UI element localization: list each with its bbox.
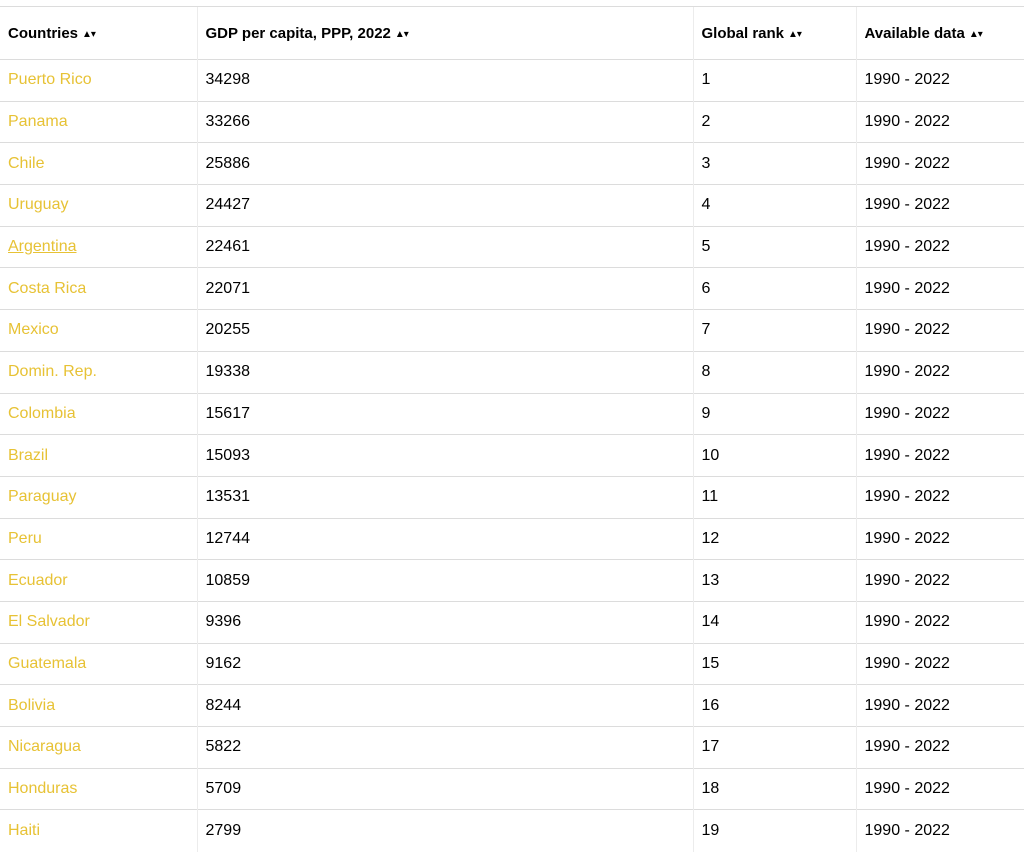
rank-cell: 19 bbox=[693, 810, 856, 852]
available-data-cell: 1990 - 2022 bbox=[856, 685, 1024, 727]
country-link[interactable]: Colombia bbox=[8, 404, 76, 422]
available-data-cell: 1990 - 2022 bbox=[856, 226, 1024, 268]
table-row bbox=[0, 268, 1024, 310]
country-link[interactable]: Argentina bbox=[8, 238, 77, 256]
table-row bbox=[0, 351, 1024, 393]
table-body bbox=[0, 60, 1024, 852]
table-row bbox=[0, 143, 1024, 185]
country-cell bbox=[0, 643, 197, 685]
country-cell bbox=[0, 768, 197, 810]
gdp-cell: 34298 bbox=[197, 60, 693, 102]
country-cell bbox=[0, 685, 197, 727]
gdp-cell: 25886 bbox=[197, 143, 693, 185]
rank-cell: 3 bbox=[693, 143, 856, 185]
country-link[interactable]: Chile bbox=[8, 154, 45, 172]
table-row bbox=[0, 226, 1024, 268]
country-link[interactable]: Haiti bbox=[8, 821, 41, 839]
rank-cell: 4 bbox=[693, 185, 856, 227]
country-cell bbox=[0, 810, 197, 852]
gdp-cell: 9162 bbox=[197, 643, 693, 685]
gdp-cell: 20255 bbox=[197, 310, 693, 352]
rank-cell: 16 bbox=[693, 685, 856, 727]
country-link[interactable]: Ecuador bbox=[8, 571, 68, 589]
rank-cell: 9 bbox=[693, 393, 856, 435]
table-header bbox=[0, 7, 1024, 60]
rank-cell: 5 bbox=[693, 226, 856, 268]
available-data-cell: 1990 - 2022 bbox=[856, 351, 1024, 393]
country-link[interactable]: Bolivia bbox=[8, 696, 56, 714]
available-data-cell: 1990 - 2022 bbox=[856, 185, 1024, 227]
gdp-cell: 2799 bbox=[197, 810, 693, 852]
table-row bbox=[0, 601, 1024, 643]
column-header-label: GDP per capita, PPP, 2022 bbox=[205, 24, 391, 42]
column-header-available-data[interactable] bbox=[856, 7, 1024, 60]
gdp-cell: 8244 bbox=[197, 685, 693, 727]
gdp-cell: 12744 bbox=[197, 518, 693, 560]
gdp-cell: 9396 bbox=[197, 601, 693, 643]
gdp-cell: 15617 bbox=[197, 393, 693, 435]
available-data-cell: 1990 - 2022 bbox=[856, 393, 1024, 435]
rank-cell: 2 bbox=[693, 101, 856, 143]
available-data-cell: 1990 - 2022 bbox=[856, 435, 1024, 477]
country-cell bbox=[0, 143, 197, 185]
table-row bbox=[0, 768, 1024, 810]
country-cell bbox=[0, 185, 197, 227]
available-data-cell: 1990 - 2022 bbox=[856, 810, 1024, 852]
rank-cell: 10 bbox=[693, 435, 856, 477]
table-row bbox=[0, 393, 1024, 435]
country-link[interactable]: Domin. Rep. bbox=[8, 363, 97, 381]
country-link[interactable]: Paraguay bbox=[8, 488, 77, 506]
rank-cell: 7 bbox=[693, 310, 856, 352]
country-cell bbox=[0, 727, 197, 769]
column-header-gdp[interactable] bbox=[197, 7, 693, 60]
country-cell bbox=[0, 268, 197, 310]
column-header-label: Available data bbox=[864, 24, 965, 42]
rank-cell: 18 bbox=[693, 768, 856, 810]
available-data-cell: 1990 - 2022 bbox=[856, 476, 1024, 518]
gdp-cell: 19338 bbox=[197, 351, 693, 393]
table-row bbox=[0, 560, 1024, 602]
available-data-cell: 1990 - 2022 bbox=[856, 518, 1024, 560]
country-cell bbox=[0, 226, 197, 268]
table-row bbox=[0, 101, 1024, 143]
country-cell bbox=[0, 435, 197, 477]
rank-cell: 13 bbox=[693, 560, 856, 602]
country-link[interactable]: Nicaragua bbox=[8, 738, 81, 756]
country-link[interactable]: Uruguay bbox=[8, 196, 69, 214]
rank-cell: 1 bbox=[693, 60, 856, 102]
country-cell bbox=[0, 393, 197, 435]
country-cell bbox=[0, 351, 197, 393]
country-link[interactable]: Panama bbox=[8, 113, 68, 131]
rank-cell: 8 bbox=[693, 351, 856, 393]
country-link[interactable]: Puerto Rico bbox=[8, 71, 92, 89]
table-row bbox=[0, 810, 1024, 852]
table-row bbox=[0, 185, 1024, 227]
country-link[interactable]: Brazil bbox=[8, 446, 49, 464]
available-data-cell: 1990 - 2022 bbox=[856, 101, 1024, 143]
country-cell bbox=[0, 476, 197, 518]
table-row bbox=[0, 476, 1024, 518]
country-cell bbox=[0, 101, 197, 143]
available-data-cell: 1990 - 2022 bbox=[856, 601, 1024, 643]
header-row bbox=[0, 7, 1024, 60]
table-row bbox=[0, 727, 1024, 769]
table-row bbox=[0, 310, 1024, 352]
country-link[interactable]: Peru bbox=[8, 529, 42, 547]
country-link[interactable]: Guatemala bbox=[8, 654, 87, 672]
country-link[interactable]: Mexico bbox=[8, 321, 59, 339]
rank-cell: 6 bbox=[693, 268, 856, 310]
sort-up-down-icon: ▲▾ bbox=[788, 28, 801, 40]
available-data-cell: 1990 - 2022 bbox=[856, 143, 1024, 185]
gdp-cell: 22071 bbox=[197, 268, 693, 310]
table-row bbox=[0, 685, 1024, 727]
country-link[interactable]: Costa Rica bbox=[8, 279, 87, 297]
country-link[interactable]: Honduras bbox=[8, 780, 78, 798]
table-row bbox=[0, 643, 1024, 685]
sort-up-down-icon: ▲▾ bbox=[394, 28, 408, 40]
rank-cell: 12 bbox=[693, 518, 856, 560]
gdp-cell: 13531 bbox=[197, 476, 693, 518]
rank-cell: 17 bbox=[693, 727, 856, 769]
available-data-cell: 1990 - 2022 bbox=[856, 60, 1024, 102]
available-data-cell: 1990 - 2022 bbox=[856, 643, 1024, 685]
country-cell bbox=[0, 560, 197, 602]
country-cell bbox=[0, 601, 197, 643]
table-row bbox=[0, 518, 1024, 560]
column-header-rank[interactable] bbox=[693, 7, 856, 60]
table-row bbox=[0, 60, 1024, 102]
table-row bbox=[0, 435, 1024, 477]
rank-cell: 15 bbox=[693, 643, 856, 685]
column-header-label: Countries bbox=[8, 24, 79, 42]
gdp-cell: 24427 bbox=[197, 185, 693, 227]
country-link[interactable]: El Salvador bbox=[8, 613, 90, 631]
sort-up-down-icon: ▲▾ bbox=[82, 28, 95, 40]
gdp-cell: 15093 bbox=[197, 435, 693, 477]
available-data-cell: 1990 - 2022 bbox=[856, 560, 1024, 602]
gdp-cell: 33266 bbox=[197, 101, 693, 143]
gdp-cell: 22461 bbox=[197, 226, 693, 268]
column-header-label: Global rank bbox=[701, 24, 785, 42]
country-cell bbox=[0, 518, 197, 560]
available-data-cell: 1990 - 2022 bbox=[856, 310, 1024, 352]
rank-cell: 14 bbox=[693, 601, 856, 643]
gdp-cell: 5709 bbox=[197, 768, 693, 810]
country-cell bbox=[0, 60, 197, 102]
column-header-countries[interactable] bbox=[0, 7, 197, 60]
country-cell bbox=[0, 310, 197, 352]
gdp-cell: 5822 bbox=[197, 727, 693, 769]
sort-up-down-icon: ▲▾ bbox=[968, 28, 982, 40]
rank-cell: 11 bbox=[693, 476, 856, 518]
gdp-table bbox=[0, 6, 1024, 852]
available-data-cell: 1990 - 2022 bbox=[856, 268, 1024, 310]
available-data-cell: 1990 - 2022 bbox=[856, 768, 1024, 810]
gdp-cell: 10859 bbox=[197, 560, 693, 602]
available-data-cell: 1990 - 2022 bbox=[856, 727, 1024, 769]
